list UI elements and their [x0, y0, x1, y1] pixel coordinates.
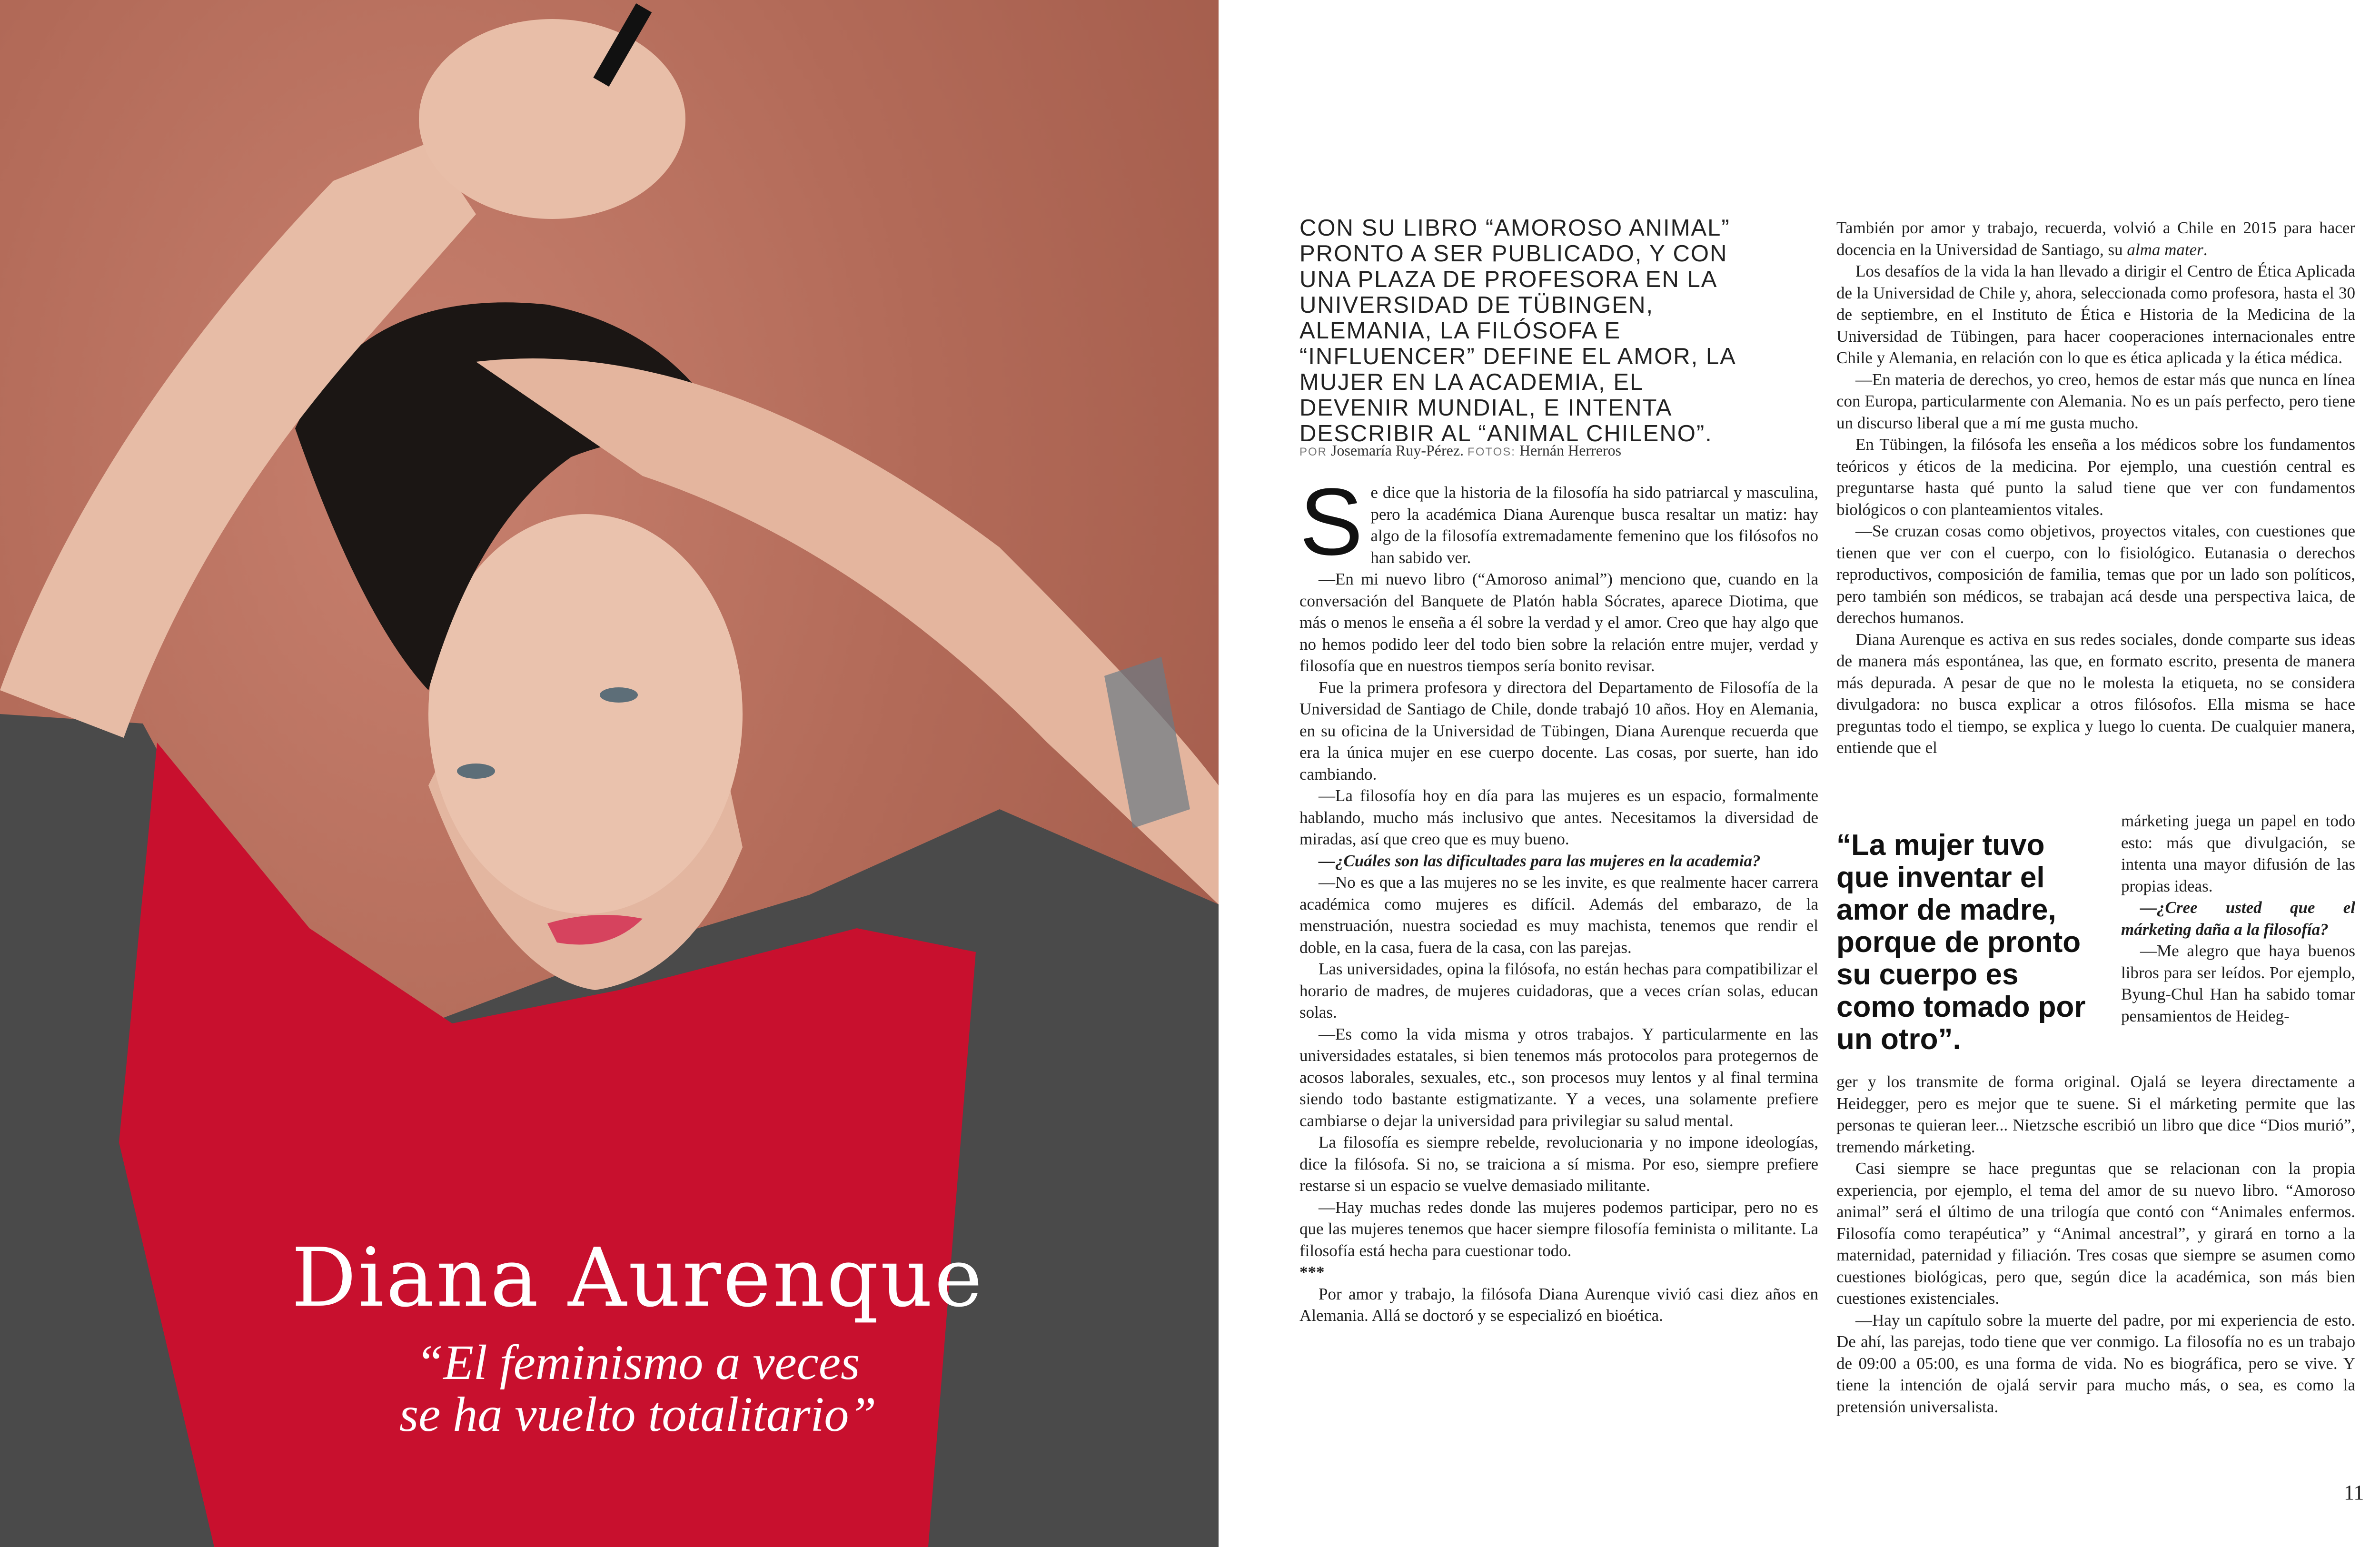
article-column-1	[1299, 469, 1818, 1327]
paragraph: Por amor y trabajo, la filósofa Diana Aurenque vivió casi diez años en Alemania. Allá se doctoró y se especializó en bioética.	[1299, 1284, 1818, 1325]
paragraph: —En mi nuevo libro (“Amoroso animal”) menciono que, cuando en la conversación del Banquete de Platón habla Sócrates, aparece Diotima, que más o menos le enseña a él sobre la verdad y el amor. Creo que hay algo que no hemos podido leer del todo bien sobre la relación entre mujer, verdad y filosofía que en nuestros tiempos sería bonito revisar.	[1299, 570, 1818, 675]
left-eye	[457, 764, 495, 779]
hand	[419, 19, 685, 219]
paragraph: Los desafíos de la vida la han llevado a dirigir el Centro de Ética Aplicada de la Universidad de Chile y, ahora, seleccionada como profesora, hasta el 30 de septiembre, en el Instituto de Ética e Historia de la Medicina de la Universidad de Tübingen, para hacer cooperaciones internacionales entre Chile y Alemania, en relación con lo que es ética aplicada y la ética médica.	[1836, 262, 2355, 367]
paragraph-text: También por amor y trabajo, recuerda, volvió a Chile en 2015 para hacer docencia en la Universidad de Santiago, su	[1836, 218, 2355, 259]
cover-quote-line-1: “El feminismo a veces	[416, 1335, 860, 1390]
paragraph: márketing juega un papel en todo esto: más que divulgación, se intenta una mayor difusión de las propias ideas.	[2121, 812, 2355, 895]
paragraph	[1299, 469, 1818, 575]
byline-por: POR	[1299, 446, 1328, 458]
paragraph: ger y los transmite de forma original. Ojalá se leyera directamente a Heidegger, pero es mejor que te suene. Si el márketing permite que las personas te quieran leer... Nietzsche escribió un libro que dice “Dios murió”, tremendo márketing.	[1836, 1072, 2355, 1156]
page-number: 11	[2344, 1481, 2364, 1504]
italic-term: alma mater	[2127, 240, 2203, 259]
cover-quote	[181, 1337, 1095, 1440]
paragraph: —La filosofía hoy en día para las mujeres es un espacio, formalmente hablando, mucho más inclusivo que antes. Necesitamos la diversidad de miradas, así que creo que es muy bueno.	[1299, 786, 1818, 848]
paragraph: —No es que a las mujeres no se les invite, es que realmente hacer carrera académica como mujeres es difícil. Además del embarazo, de la menstruación, nuestra sociedad es muy machista, tenemos que rendir el doble, en la casa, fuera de la casa, con las parejas.	[1299, 873, 1818, 957]
paragraph: En Tübingen, la filósofa les enseña a los médicos sobre los fundamentos teóricos y éticos de la medicina. Por ejemplo, una cuestión central es preguntarse hasta qué punto la salud tiene que ver con fundamentos biológicos o con planteamientos vitales.	[1836, 435, 2355, 519]
paragraph-text: e dice que la historia de la filosofía ha sido patriarcal y masculina, pero la académica Diana Aurenque busca resaltar un matiz: hay algo de la filosofía extremadamente femenino que los filósofos no han sabido ver.	[1370, 483, 1818, 567]
right-eye	[600, 687, 638, 703]
paragraph: —Es como la vida misma y otros trabajos. Y particularmente en las universidades estatales, si bien tenemos más protocolos para protegernos de acosos laborales, sexuales, etc., son procesos muy lentos y al final termina siendo todo bastante estigmatizante. Y a veces, una solamente prefiere cambiarse o dejar la universidad para privilegiar su salud mental.	[1299, 1024, 1818, 1130]
byline-author: Josemaría Ruy-Pérez.	[1331, 442, 1464, 459]
paragraph: —En materia de derechos, yo creo, hemos de estar más que nunca en línea con Europa, particularmente con Alemania. No es un país perfecto, pero tiene un discurso liberal que a mí me gusta mucho.	[1836, 370, 2355, 432]
byline-fotos: FOTOS:	[1468, 446, 1516, 458]
section-separator: ***	[1299, 1263, 1325, 1281]
pull-quote: “La mujer tuvo que inventar el amor de madre, porque de pronto su cuerpo es como tomado por un otro”.	[1836, 829, 2086, 1056]
article-lead: CON SU LIBRO “AMOROSO ANIMAL” PRONTO A SER PUBLICADO, Y CON UNA PLAZA DE PROFESORA EN LA UNIVERSIDAD DE TÜBINGEN, ALEMANIA, LA FILÓSOFA E “INFLUENCER” DEFINE EL AMOR, LA MUJER EN LA ACADEMIA, EL DEVENIR MUNDIAL, E INTENTA DESCRIBIR AL “ANIMAL CHILENO”.	[1299, 215, 1735, 446]
byline	[1299, 442, 1756, 459]
interview-question: —¿Cuáles son las dificultades para las mujeres en la academia?	[1319, 851, 1761, 870]
interview-question: —¿Cree usted que el márketing daña a la filosofía?	[2121, 898, 2355, 939]
cover-title-block	[181, 1231, 1095, 1442]
paragraph	[1836, 217, 2355, 260]
article-column-2	[1836, 217, 2355, 759]
paragraph: Diana Aurenque es activa en sus redes sociales, donde comparte sus ideas de manera más espontánea, las que, en formato escrito, presenta de manera más depurada. A pesar de que no le molesta la etiqueta, no se considera divulgadora: no busca explicar a otros filósofos. Ella misma se hace preguntas todo el tiempo, se explica y luego lo cuenta. De cualquier manera, entiende que el	[1836, 630, 2355, 757]
byline-photographer: Hernán Herreros	[1519, 442, 1622, 459]
article-column-2-bottom	[1836, 1071, 2355, 1418]
paragraph: —Hay un capítulo sobre la muerte del padre, por mi experiencia de esto. De ahí, las parejas, todo tiene que ver conmigo. La filosofía no es un trabajo de 09:00 a 05:00, es una forma de vida. No es biográfica, pero se vive. Y tiene la intención de ojalá servir para mucho más, o sea, es como la pretensión universalista.	[1836, 1310, 2355, 1416]
paragraph: Casi siempre se hace preguntas que se relacionan con la propia experiencia, por ejemplo, el tema del amor de su nuevo libro. “Amoroso animal” será el último de una trilogía que contó con “Animales enfermos. Filosofía como terapéutica” y “Animal ancestral”, y girará en torno a la maternidad, paternidad y filiación. Tres cosas que siempre se asumen como cuestiones biológicas, pero que, según dice la académica, son más bien cuestiones existenciales.	[1836, 1159, 2355, 1308]
paragraph: Fue la primera profesora y directora del Departamento de Filosofía de la Universidad de Santiago de Chile, donde trabajó 10 años. Hoy en Alemania, en su oficina de la Universidad de Tübingen, Diana Aurenque recuerda que era la única mujer en ese cuerpo docente. Las cosas, por suerte, han ido cambiando.	[1299, 678, 1818, 783]
cover-name: Diana Aurenque	[291, 1231, 984, 1325]
face	[428, 514, 743, 914]
paragraph: —Se cruzan cosas como objetivos, proyectos vitales, con cuestiones que tienen que ver con el cuerpo, con lo fisiológico. Eutanasia o derechos reproductivos, composición de familia, temas que por un lado son políticos, pero también son médicos, se trabajan acá desde una perspectiva laica, de derechos humanos.	[1836, 522, 2355, 627]
article-column-2-narrow	[2121, 810, 2355, 1027]
paragraph: La filosofía es siempre rebelde, revolucionaria y no impone ideologías, dice la filósofa. Si no, se traiciona a sí misma. Por eso, siempre prefiere restarse si un espacio se vuelve demasiado militante.	[1299, 1133, 1818, 1195]
article-page	[1219, 0, 2380, 1547]
paragraph-text: .	[2203, 240, 2208, 259]
paragraph: Las universidades, opina la filósofa, no están hechas para compatibilizar el horario de madres, de mujeres cuidadoras, que a veces crían solas, educan solas.	[1299, 960, 1818, 1021]
paragraph: —Hay muchas redes donde las mujeres podemos participar, pero no es que las mujeres tenemos que hacer siempre filosofía feminista o militante. La filosofía está hecha para cuestionar todo.	[1299, 1198, 1818, 1260]
drop-cap: S	[1299, 469, 1363, 575]
cover-quote-line-2: se ha vuelto totalitario”	[399, 1387, 877, 1442]
paragraph: —Me alegro que haya buenos libros para ser leídos. Por ejemplo, Byung-Chul Han ha sabido tomar pensamientos de Heideg-	[2121, 942, 2355, 1025]
